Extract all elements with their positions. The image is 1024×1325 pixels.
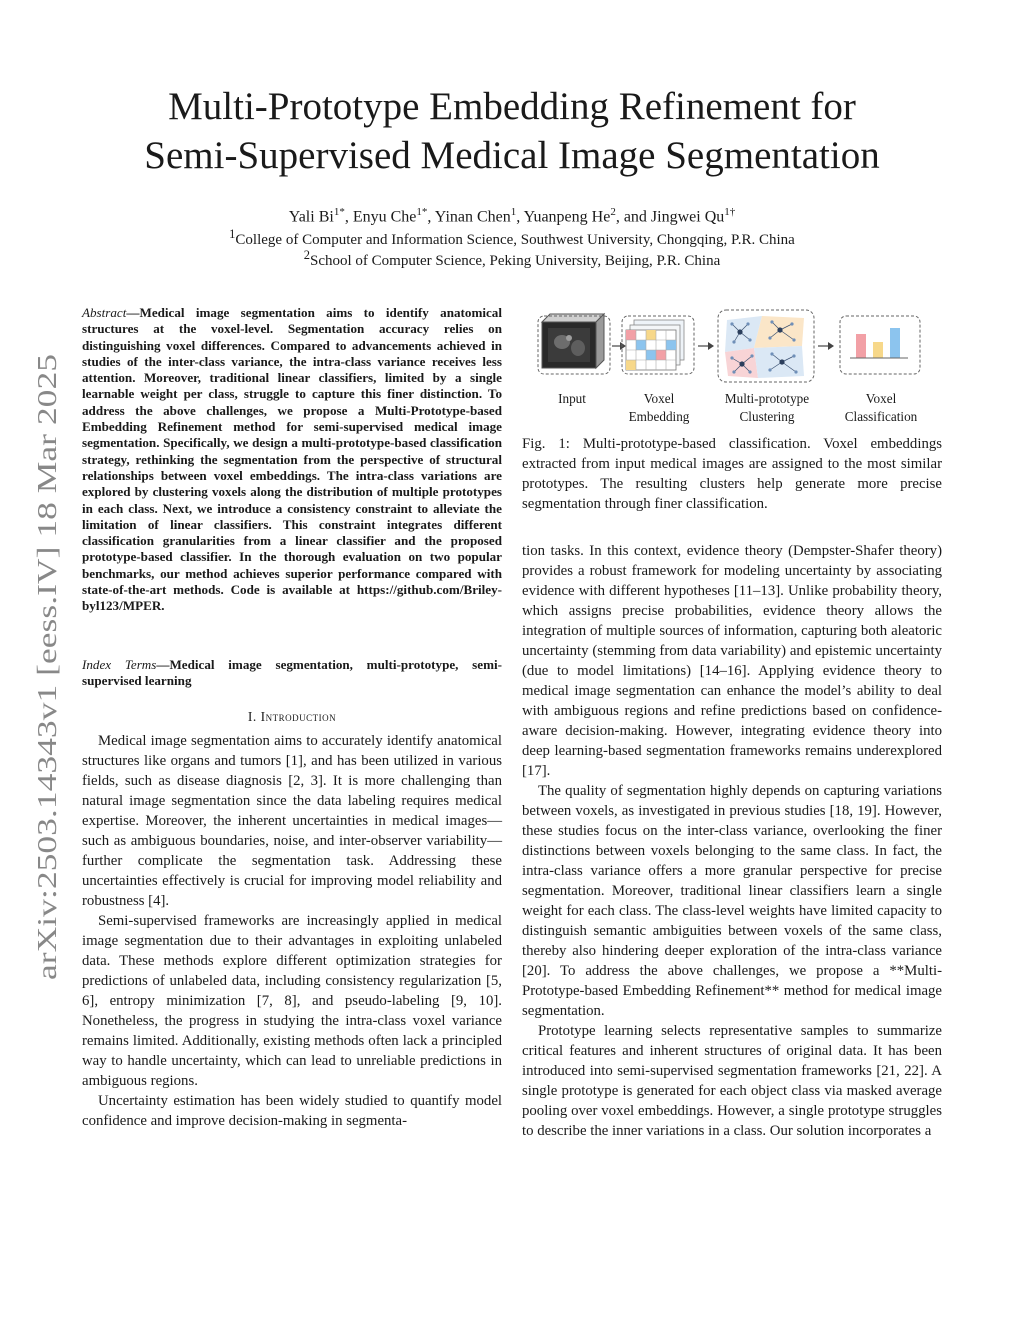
class-bar: [873, 342, 883, 358]
author-sup: 1†: [724, 206, 736, 218]
affiliation-sup: 1: [229, 227, 236, 241]
author-sup: 1*: [416, 206, 428, 218]
label-line: Multi-prototype: [724, 391, 810, 406]
arrow-head-icon: [708, 342, 714, 350]
author-conjunction: and: [623, 208, 647, 226]
author-name: Yuanpeng He: [523, 208, 611, 226]
label-classification: [834, 390, 928, 426]
affiliation-2: [0, 245, 1024, 271]
caption-text: Multi-prototype-based classification. Voxel embeddings extracted from input medical images are assigned to the most similar prototypes. The resulting clusters help generate more precise segmentation through finer classification.: [522, 436, 942, 512]
arxiv-stamp-text: arXiv:2503.14343v1 [eess.IV] 18 Mar 2025: [31, 495, 62, 980]
author-name: Yali Bi: [288, 208, 334, 226]
abstract-label: Abstract: [82, 305, 127, 320]
paragraph: Semi-supervised frameworks are increasingly applied in medical image segmentation due to their advantages in exploiting unlabeled data. These methods explore different optimization strategies for predictions of unlabeled data, including consistency regularization [5, 6], entropy minimization [7, 8], and pseudo-labeling [9, 10]. Nonetheless, the progress in studying the intra-class voxel variance remains limited. Additionally, existing methods often lack a principled way to handle uncertainty, which can lead to unreliable predictions in ambiguous regions.: [82, 913, 502, 1089]
abstract-text: —Medical image segmentation aims to identify anatomical structures at the voxel-level. Segmentation accuracy relies on distinguishing voxel differences. Compared to advancements achieved in studies of the inter-class variance, the intra-class variance receives less attention. Moreover, traditional linear classifiers, limited by a single learnable weight per class, struggle to capture this finer distinction. To address the above challenges, we propose a Multi-Prototype-based Embedding Refinement method for semi-supervised medical image segmentation. Specifically, we design a multi-prototype-based classification strategy, rethinking the segmentation from the perspective of structural relationships between voxel embeddings. The intra-class variations are explored by clustering voxels along the distribution of multiple prototypes in each class. Next, we introduce a consistency constraint to alleviate the limitation of linear classifiers. This constraint integrates different classification granularities from a linear classifier and the proposed prototype-based classifier. In the thorough evaluation on two popular benchmarks, our method achieves superior performance compared with state-of-the-art methods. Code is available at https://github.com/Briley-byl123/MPER.: [82, 305, 502, 614]
arxiv-stamp: [16, 352, 68, 982]
prototype-clustering: [718, 310, 814, 382]
figure-1-caption: [522, 434, 942, 514]
label-voxel-embedding: [618, 390, 700, 426]
author-sup: 1: [510, 206, 517, 218]
paragraph: tion tasks. In this context, evidence theory (Dempster-Shafer theory) provides a robust framework for modeling uncertainty by associating evidence with different hypotheses [11–13]. Unlike probability theory, which assigns precise probabilities, evidence theory allows the integration of multiple sources of information, capturing both aleatoric uncertainty (stemming from data variability) and epistemic uncertainty (due to model limitations) [14–16]. Applying evidence theory to medical image segmentation can enhance the model’s ability to deal with ambiguous regions and refine predictions based on confidence-aware decision-making. However, integrating evidence theory into deep learning-based segmentation frameworks remains underexplored [17].: [522, 543, 942, 779]
label-line: Clustering: [739, 409, 795, 424]
paper-title: [0, 82, 1024, 180]
affiliation-text: College of Computer and Information Science, Southwest University, Chongqing, P.R. China: [235, 232, 795, 248]
label-line: Embedding: [628, 409, 690, 424]
voxel-classification: [840, 316, 920, 374]
paragraph: Uncertainty estimation has been widely studied to quantify model confidence and improve decision-making in segmenta-: [82, 1093, 502, 1129]
index-terms-text: —Medical image segmentation, multi-prototype, semi-supervised learning: [82, 657, 502, 689]
author-name: Enyu Che: [352, 208, 417, 226]
arrow-head-icon: [620, 342, 626, 350]
left-column-body: [82, 731, 502, 1131]
label-input: Input: [558, 391, 586, 406]
index-terms-label: Index Terms: [82, 657, 157, 672]
author-name: Yinan Chen: [434, 208, 511, 226]
label-line: Voxel: [865, 391, 897, 406]
author-sup: 1*: [333, 206, 345, 218]
right-column-body: [522, 541, 942, 1141]
paragraph: Prototype learning selects representative samples to summarize critical features and inherent structures of original data. It has been introduced into semi-supervised segmentation frameworks [21, 22]. A single prototype is generated for each object class via masked average pooling over voxel embeddings. However, a single prototype struggles to describe the inner variations in a class. Our solution incorporates a: [522, 1023, 942, 1139]
author-sup: 2: [610, 206, 616, 218]
title-line-2: Semi-Supervised Medical Image Segmentation: [144, 134, 880, 177]
label-line: Voxel: [643, 391, 675, 406]
class-bar: [856, 334, 866, 358]
paragraph: The quality of segmentation highly depends on capturing variations between voxels, as investigated in previous studies [18, 19]. However, these studies focus on the inter-class variance, overlooking the finer distinctions between voxels belonging to the same class. In fact, the intra-class variance offers a more granular perspective for precise segmentation. Moreover, traditional linear classifiers learn a single weight for each class. The class-level weights have limited capacity to distinguish semantic ambiguities between voxels of the same class, thereby also hindering deeper exploration of the intra-class variance [20]. To address the above challenges, we propose a **Multi-Prototype-based Embedding Refinement** method for medical image segmentation.: [522, 783, 942, 1019]
voxel-embedding-grid: [622, 316, 694, 374]
caption-label: Fig. 1:: [522, 436, 570, 452]
author-name: Jingwei Qu: [650, 208, 725, 226]
abstract: [82, 305, 502, 615]
affiliation-text: School of Computer Science, Peking University, Beijing, P.R. China: [310, 253, 721, 269]
class-bar: [890, 328, 900, 358]
section-number: I.: [247, 709, 257, 724]
label-clustering: [714, 390, 820, 426]
title-line-1: Multi-Prototype Embedding Refinement for: [168, 85, 856, 128]
input-volume: [538, 314, 610, 374]
figure-1: [522, 302, 942, 430]
section-title: Introduction: [260, 709, 337, 724]
author-list: Yali $Bi^{1*}$, Enyu Che$^{1*}$, Yinan Chen$^1$, Yuanpeng He$^2$, and Jingwei $Qu^{1\dagger}$: [288, 206, 736, 226]
section-heading: [82, 707, 502, 727]
label-line: Classification: [844, 409, 918, 424]
arrow-head-icon: [828, 342, 834, 350]
paragraph: Medical image segmentation aims to accurately identify anatomical structures like organs and tumors [1], and has been utilized in various fields, such as disease diagnosis [2, 3]. It is more challenging than natural image segmentation since the data labeling requires medical expertise. Moreover, the inherent uncertainties in medical images—such as ambiguous boundaries, noise, and inter-observer variability—further complicate the segmentation task. Addressing these uncertainties effectively is crucial for improving model reliability and robustness [4].: [82, 733, 502, 909]
index-terms: [82, 657, 502, 690]
affiliation-sup: 2: [303, 248, 310, 262]
